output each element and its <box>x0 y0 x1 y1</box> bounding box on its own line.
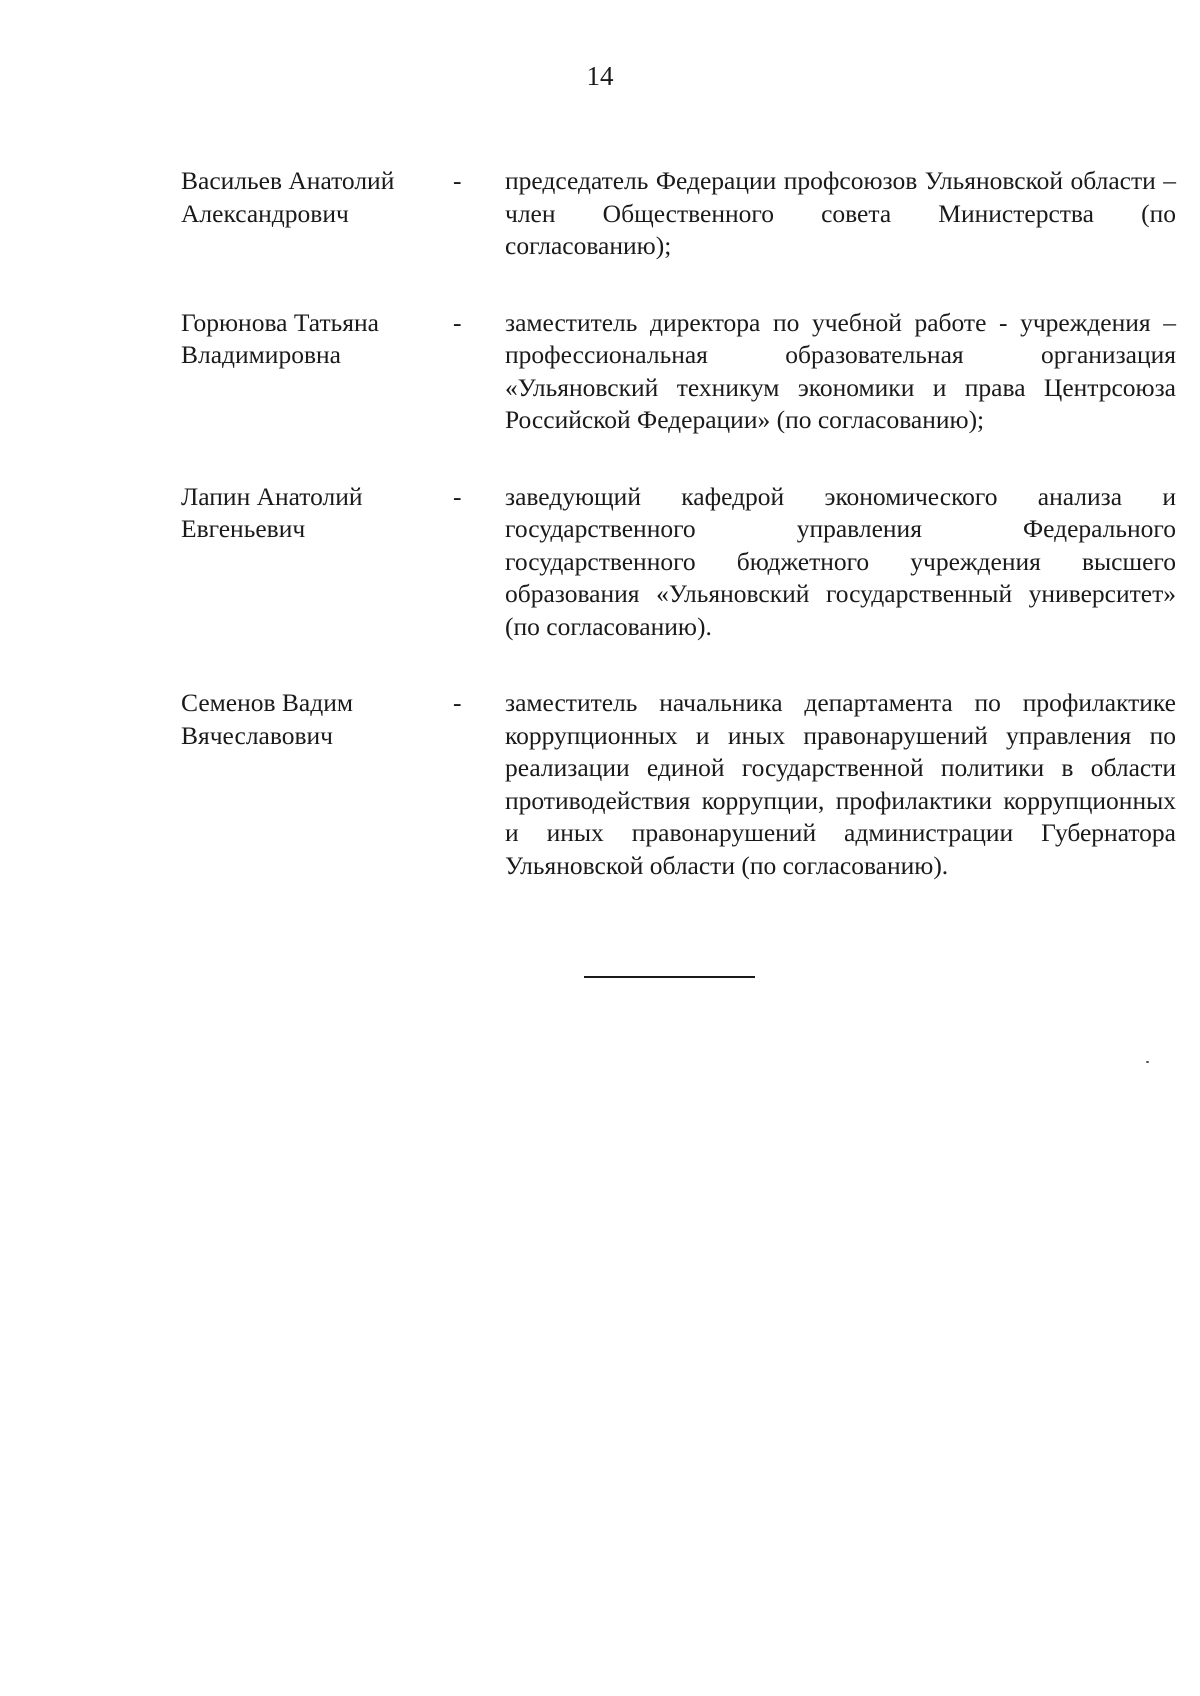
member-patronymic: Владимировна <box>181 340 341 369</box>
member-name <box>181 481 451 546</box>
separator-dash: - <box>453 166 462 195</box>
member-name <box>181 687 451 752</box>
member-position: председатель Федерации профсоюзов Ульяновской области – член Общественного совета Министерства (по согласованию); <box>505 166 1176 260</box>
member-position: заведующий кафедрой экономического анализа и государственного управления Федерального государственного бюджетного учреждения высшего образования «Ульяновский государственный университет» (по согласованию). <box>505 481 1176 641</box>
member-position: заместитель директора по учебной работе - учреждения – профессиональная образовательная организация «Ульяновский техникум экономики и права Центрсоюза Российской Федерации» (по согласованию); <box>505 307 1176 434</box>
member-patronymic: Александрович <box>181 198 349 228</box>
separator-dash: - <box>453 307 462 337</box>
separator-dash: - <box>453 688 462 717</box>
member-surname-firstname: Лапин Анатолий <box>181 481 363 511</box>
separator-dash: - <box>453 481 462 511</box>
members-list <box>181 165 1176 926</box>
member-position: заместитель начальника департамента по профилактике коррупционных и иных правонарушений управления по реализации единой государственной политики в области противодействия коррупции, профилактики коррупционных и иных правонарушений администрации Губернатора Ульяновской области (по согласованию). <box>505 688 1176 880</box>
member-patronymic: Вячеславович <box>181 720 334 750</box>
member-name <box>181 307 451 372</box>
page-number: 14 <box>586 61 614 91</box>
member-entry <box>181 481 1176 644</box>
scan-speck <box>1146 1061 1149 1063</box>
member-patronymic: Евгеньевич <box>181 514 306 543</box>
member-entry <box>181 165 1176 263</box>
closing-rule <box>584 976 755 978</box>
member-surname-firstname: Васильев Анатолий <box>181 166 395 195</box>
member-entry <box>181 307 1176 437</box>
member-surname-firstname: Семенов Вадим <box>181 688 353 717</box>
member-name <box>181 165 451 230</box>
member-surname-firstname: Горюнова Татьяна <box>181 307 379 337</box>
member-entry <box>181 687 1176 882</box>
